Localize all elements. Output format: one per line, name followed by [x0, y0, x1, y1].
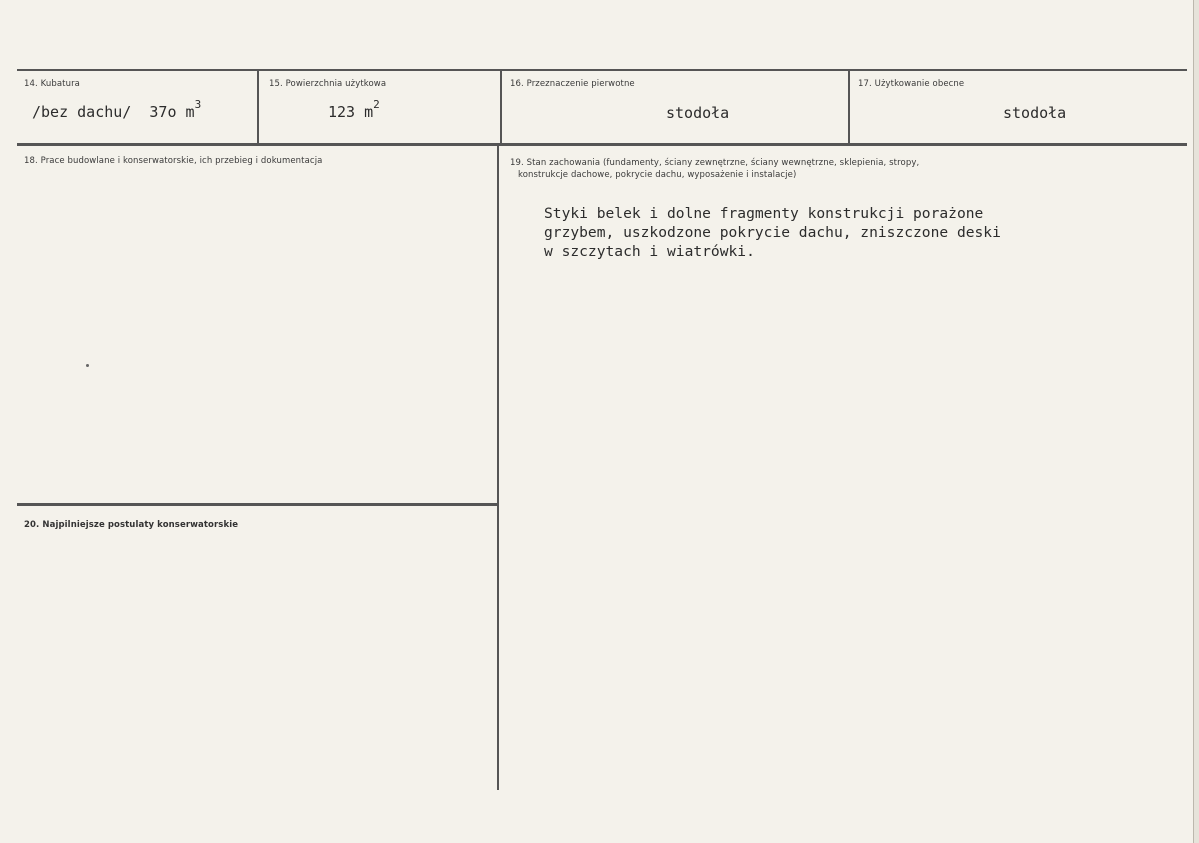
ink-speck	[86, 364, 89, 367]
field-18-label: 18. Prace budowlane i konserwatorskie, ich przebieg i dokumentacja	[24, 156, 323, 166]
field-14-label: 14. Kubatura	[24, 79, 80, 89]
card-edge	[1193, 0, 1199, 843]
field-19-text-line3: w szczytach i wiatrówki.	[544, 243, 755, 260]
row-rule	[17, 143, 1187, 146]
field-19-label-line1: 19. Stan zachowania (fundamenty, ściany zewnętrzne, ściany wewnętrzne, sklepienia, stropy,	[510, 158, 920, 168]
top-rule	[17, 69, 1187, 71]
divider-16-17	[848, 70, 850, 144]
divider-15-16	[500, 70, 502, 144]
field-19-text-line1: Styki belek i dolne fragmenty konstrukcji porażone	[544, 205, 984, 222]
field-19-text-line2: grzybem, uszkodzone pokrycie dachu, zniszczone deski	[544, 224, 1001, 241]
field-15-value	[328, 98, 380, 121]
field-14-value	[32, 98, 202, 121]
field-14-value-text: /bez dachu/ 37o m	[32, 103, 195, 121]
field-15-label: 15. Powierzchnia użytkowa	[269, 79, 387, 89]
field-15-value-text: 123 m	[328, 103, 374, 121]
field-17-value: stodoła	[1003, 104, 1067, 122]
field-16-value: stodoła	[666, 104, 730, 122]
divider-main	[497, 144, 499, 790]
field-20-label: 20. Najpilniejsze postulaty konserwatorskie	[24, 520, 239, 530]
field-16-label: 16. Przeznaczenie pierwotne	[510, 79, 635, 89]
field-17-label: 17. Użytkowanie obecne	[858, 79, 965, 89]
field-19-label-line2: konstrukcje dachowe, pokrycie dachu, wyposażenie i instalacje)	[518, 170, 797, 180]
section-rule	[17, 503, 497, 506]
divider-14-15	[257, 70, 259, 144]
field-15-value-exp: 2	[373, 98, 380, 111]
field-14-value-exp: 3	[194, 98, 202, 111]
